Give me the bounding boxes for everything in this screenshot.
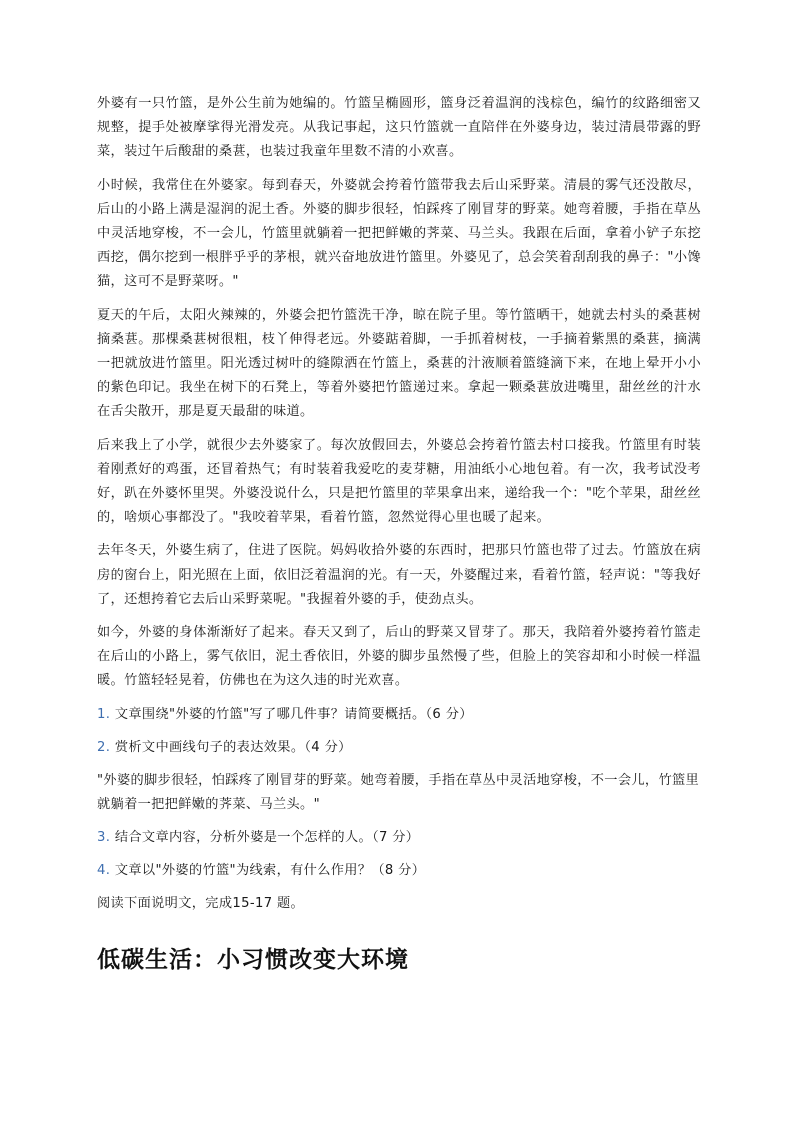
question-4: [97, 859, 701, 883]
section-title: 低碳生活：小习惯改变大环境: [97, 947, 409, 974]
question-text: 文章围绕"外婆的竹篮"写了哪几件事？请简要概括。（6 分）: [110, 706, 473, 722]
article-paragraph-3: 夏天的午后，太阳火辣辣的，外婆会把竹篮洗干净，晾在院子里。等竹篮晒干，她就去村头的桑葚树摘桑葚。那棵桑葚树很粗，枝丫伸得老远。外婆踮着脚，一手抓着树枝，一手摘着紫黑的桑葚，摘满一把就放进竹篮里。阳光透过树叶的缝隙洒在竹篮上，桑葚的汁液顺着篮缝滴下来，在地上晕开小小的紫色印记。我坐在树下的石凳上，等着外婆把竹篮递过来。拿起一颗桑葚放进嘴里，甜丝丝的汁水在舌尖散开，那是夏天最甜的味道。: [97, 307, 701, 420]
question-number: 2.: [97, 739, 111, 755]
question-text: 结合文章内容，分析外婆是一个怎样的人。（7 分）: [110, 830, 420, 846]
question-text: 赏析文中画线句子的表达效果。（4 分）: [110, 739, 352, 755]
article-paragraph-2: 小时候，我常住在外婆家。每到春天，外婆就会挎着竹篮带我去后山采野菜。清晨的雾气还没散尽，后山的小路上满是湿润的泥土香。外婆的脚步很轻，怕踩疼了刚冒芽的野菜。她弯着腰，手指在草丛中灵活地穿梭，不一会儿，竹篮里就躺着一把把鲜嫩的荠菜、马兰头。我跟在后面，拿着小铲子东挖西挖，偶尔挖到一根胖乎乎的茅根，就兴奋地放进竹篮里。外婆见了，总会笑着刮刮我的鼻子："小馋猫，这可不是野菜呀。": [97, 177, 701, 290]
article-paragraph-1: 外婆有一只竹篮，是外公生前为她编的。竹篮呈椭圆形，篮身泛着温润的浅棕色，编竹的纹路细密又规整，提手处被摩挲得光滑发亮。从我记事起，这只竹篮就一直陪伴在外婆身边，装过清晨带露的野菜，装过午后酸甜的桑葚，也装过我童年里数不清的小欢喜。: [97, 96, 701, 160]
question-3: [97, 826, 701, 850]
question-number: 4.: [97, 863, 111, 879]
article-paragraph-5: 去年冬天，外婆生病了，住进了医院。妈妈收拾外婆的东西时，把那只竹篮也带了过去。竹篮放在病房的窗台上，阳光照在上面，依旧泛着温润的光。有一天，外婆醒过来，看着竹篮，轻声说："等我好了，还想挎着它去后山采野菜呢。"我握着外婆的手，使劲点头。: [97, 543, 701, 607]
document-page: [97, 92, 701, 977]
article-paragraph-6: 如今，外婆的身体渐渐好了起来。春天又到了，后山的野菜又冒芽了。那天，我陪着外婆挎着竹篮走在后山的小路上，雾气依旧，泥土香依旧，外婆的脚步虽然慢了些，但脸上的笑容却和小时候一样温暖。竹篮轻轻晃着，仿佛也在为这久违的时光欢喜。: [97, 625, 701, 689]
question-1: [97, 703, 701, 727]
question-number: 3.: [97, 830, 111, 846]
next-section-intro: 阅读下面说明文，完成15-17 题。: [97, 896, 305, 912]
quoted-sentence: "外婆的脚步很轻，怕踩疼了刚冒芽的野菜。她弯着腰，手指在草丛中灵活地穿梭，不一会儿，竹篮里就躺着一把把鲜嫩的荠菜、马兰头。": [97, 772, 700, 812]
question-2: [97, 736, 701, 760]
article-paragraph-4: 后来我上了小学，就很少去外婆家了。每次放假回去，外婆总会挎着竹篮去村口接我。竹篮里有时装着刚煮好的鸡蛋，还冒着热气；有时装着我爱吃的麦芽糖，用油纸小心地包着。有一次，我考试没考好，趴在外婆怀里哭。外婆没说什么，只是把竹篮里的苹果拿出来，递给我一个："吃个苹果，甜丝丝的，啥烦心事都没了。"我咬着苹果，看着竹篮，忽然觉得心里也暖了起来。: [97, 437, 701, 526]
question-text: 文章以"外婆的竹篮"为线索，有什么作用？（8 分）: [110, 863, 426, 879]
question-number: 1.: [97, 706, 111, 722]
